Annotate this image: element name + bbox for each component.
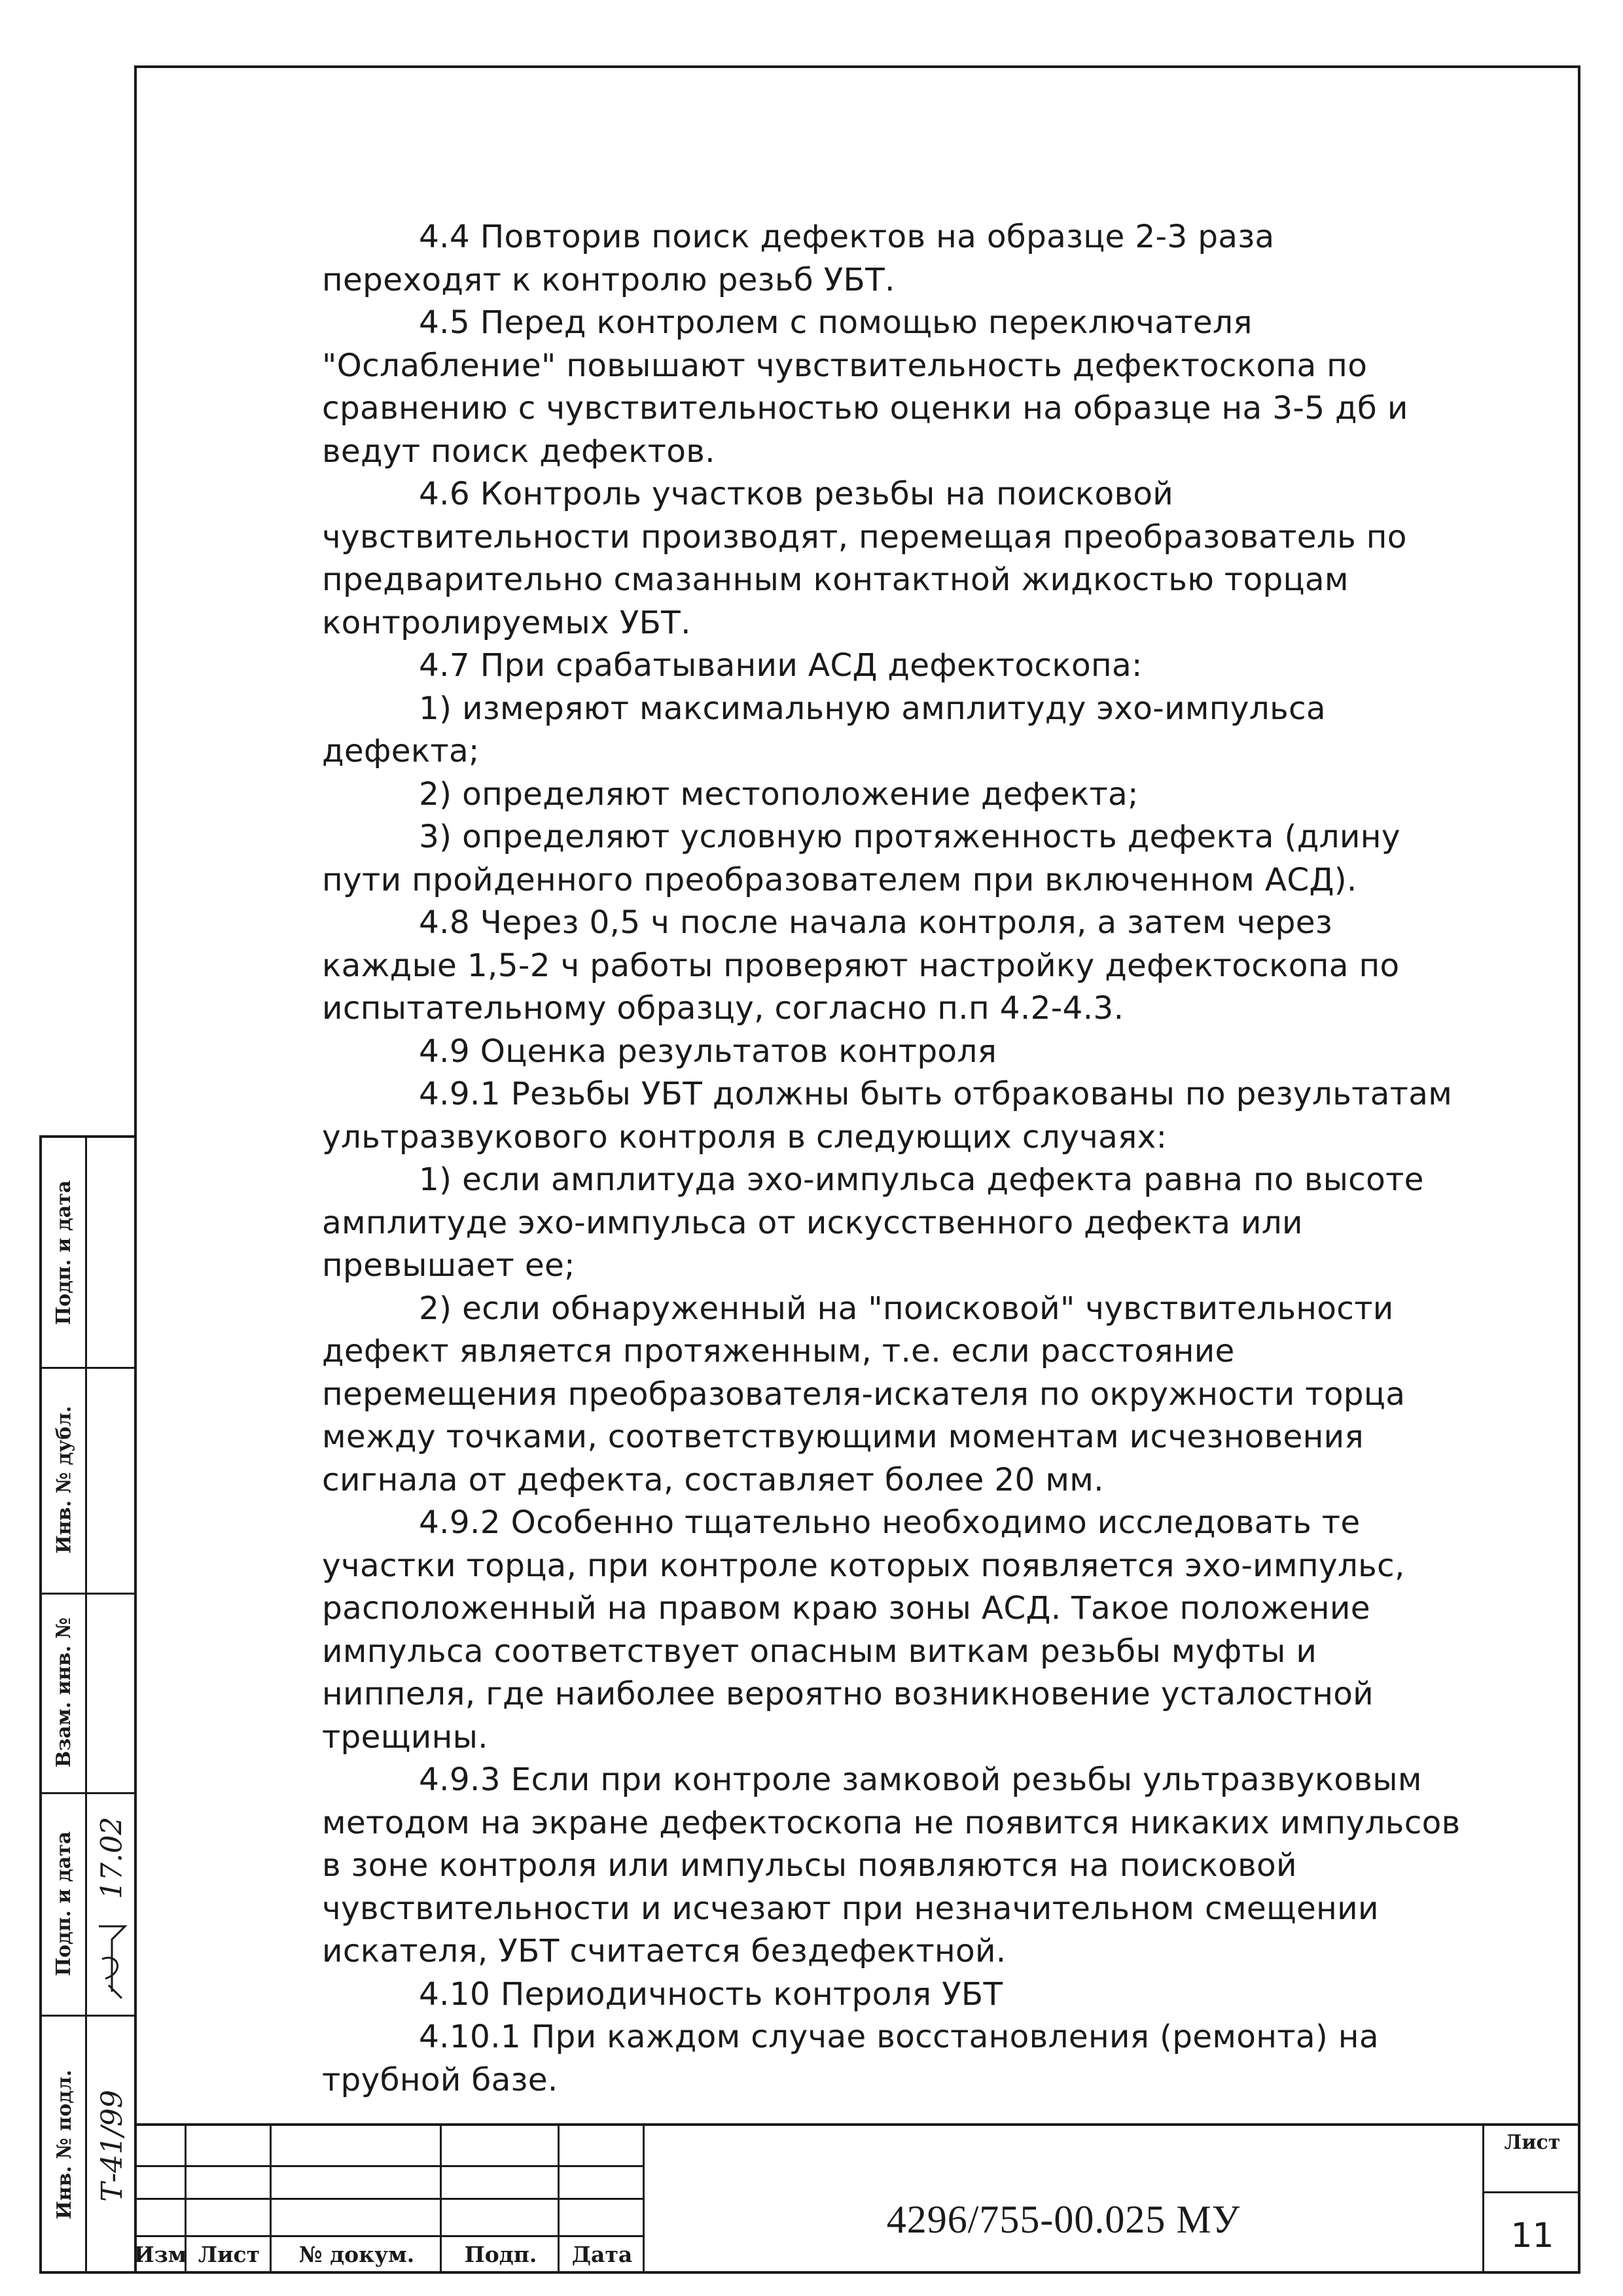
paragraph: 1) измеряют максимальную амплитуду эхо-импульса дефекта; — [322, 690, 1326, 769]
handwritten-signature — [88, 1910, 136, 2008]
handwritten-inventory-number: Т-41/99 — [95, 2089, 129, 2202]
handwritten-date: 17.02 — [95, 1816, 129, 1899]
paragraph: 4.4 Повторив поиск дефектов на образце 2-3 раза переходят к контролю резьб УБТ. — [322, 219, 1275, 298]
document-code: 4296/755-00.025 МУ — [886, 2197, 1241, 2241]
header-signature: Подп. — [464, 2241, 537, 2267]
paragraph: 2) определяют местоположение дефекта; — [419, 775, 1139, 813]
side-stamp-column — [39, 1135, 137, 2274]
document-body — [322, 216, 1461, 2102]
header-date: Дата — [571, 2241, 633, 2267]
title-block — [134, 2123, 1580, 2274]
paragraph: 1) если амплитуда эхо-импульса дефекта равна по высоте амплитуде эхо-импульса от искусственного дефекта или превышает ее; — [322, 1161, 1424, 1284]
side-label-original-inventory: Инв. № подл. — [52, 2069, 76, 2219]
side-label-sign-date-2: Подп. и дата — [52, 1831, 76, 1976]
side-label-sign-date-1: Подп. и дата — [52, 1180, 76, 1325]
sheet-box — [1482, 2126, 1580, 2274]
side-label-replace-inventory: Взам. инв. № — [52, 1617, 76, 1768]
header-sheet: Лист — [198, 2241, 260, 2267]
paragraph: 4.10 Периодичность контроля УБТ — [419, 1975, 1003, 2013]
paragraph: 4.9.2 Особенно тщательно необходимо исследовать те участки торца, при контроле которых появляется эхо-импульс, расположенный на правом краю зоны АСД. Такое положение импульса соответствует опасным виткам резьбы муфты и ниппеля, где наиболее вероятно возникновение усталостной трещины. — [322, 1504, 1405, 1756]
paragraph: 4.10.1 При каждом случае восстановления (ремонта) на трубной базе. — [322, 2019, 1379, 2098]
paragraph: 4.7 При срабатывании АСД дефектоскопа: — [419, 647, 1143, 684]
paragraph: 4.9.3 Если при контроле замковой резьбы ультразвуковым методом на экране дефектоскопа не появится никаких импульсов в зоне контроля или импульсы появляются на поисковой чувствительности и исчезают при незначительном смещении искателя, УБТ считается бездефектной. — [322, 1761, 1461, 1969]
paragraph: 4.8 Через 0,5 ч после начала контроля, а затем через каждые 1,5-2 ч работы проверяют настройку дефектоскопа по испытательному образцу, согласно п.п 4.2-4.3. — [322, 904, 1400, 1027]
paragraph: 4.6 Контроль участков резьбы на поисковой чувствительности производят, перемещая преобразователь по предварительно смазанным контактной жидкостью торцам контролируемых УБТ. — [322, 476, 1407, 641]
header-document-number: № докум. — [298, 2241, 415, 2267]
side-label-dup-inventory: Инв. № дубл. — [52, 1405, 76, 1554]
paragraph: 2) если обнаруженный на "поисковой" чувствительности дефект является протяженным, т.е. если расстояние перемещения преобразователя-искателя по окружности торца между точками, соответствующими моментам исчезновения сигнала от дефекта, составляет более 20 мм. — [322, 1290, 1406, 1498]
paragraph: 4.9 Оценка результатов контроля — [419, 1033, 997, 1070]
paragraph: 4.5 Перед контролем с помощью переключателя "Ослабление" повышают чувствительность дефектоскопа по сравнению с чувствительностью оценки на образце на 3-5 дб и ведут поиск дефектов. — [322, 304, 1408, 470]
sheet-label: Лист — [1504, 2131, 1561, 2154]
page-number: 11 — [1510, 2216, 1554, 2255]
header-change: Изм — [134, 2241, 187, 2267]
paragraph: 3) определяют условную протяженность дефекта (длину пути пройденного преобразователем при включенном АСД). — [322, 819, 1400, 898]
paragraph: 4.9.1 Резьбы УБТ должны быть отбракованы по результатам ультразвукового контроля в следующих случаях: — [322, 1076, 1453, 1156]
